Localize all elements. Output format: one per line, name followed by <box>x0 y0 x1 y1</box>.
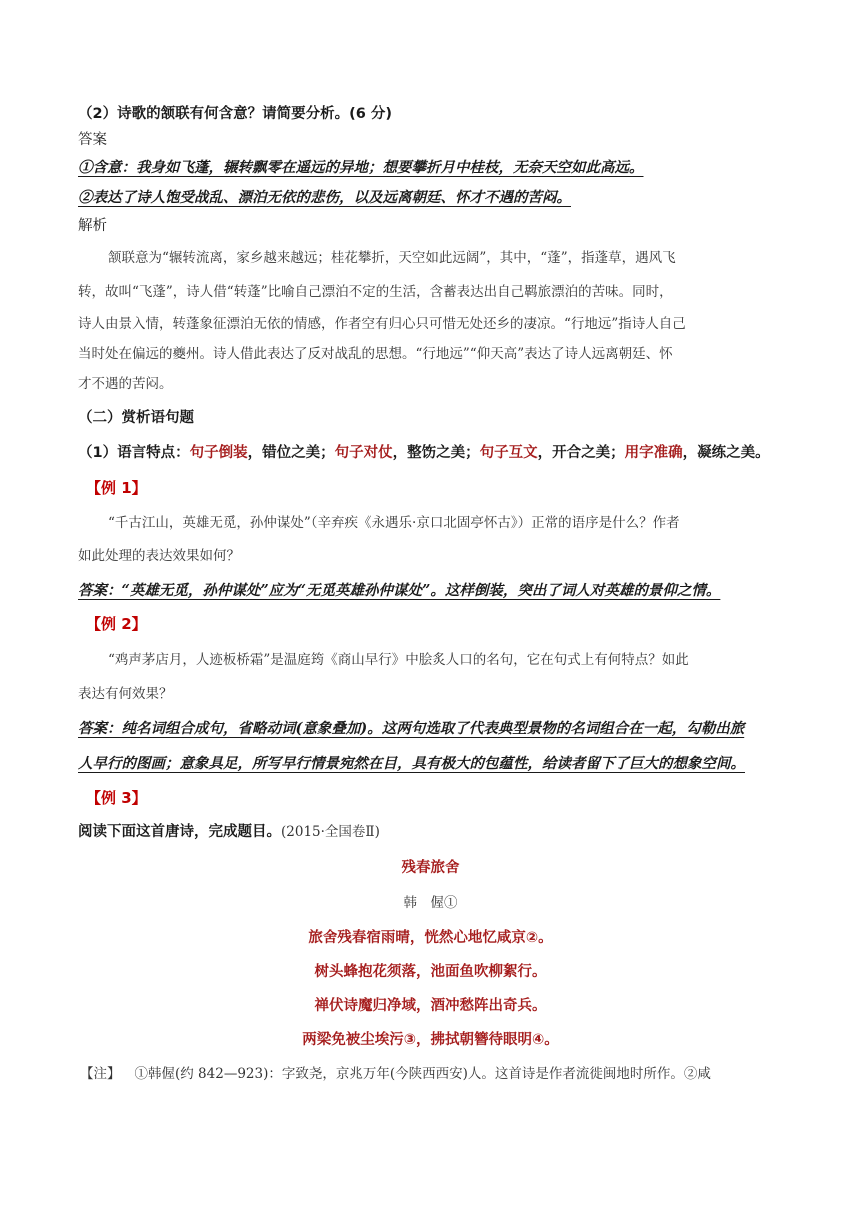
analysis-label: 解析 <box>78 218 107 234</box>
footnote-label: 【注】 <box>80 1066 121 1082</box>
feature-inversion: 句子倒装 <box>189 445 248 461</box>
example-3-source: (2015·全国卷Ⅱ) <box>281 824 380 840</box>
poem-line: 树头蜂抱花须落，池面鱼吹柳絮行。 <box>314 964 547 980</box>
analysis-line: 当时处在偏远的夔州。诗人借此表达了反对战乱的思想。“行地远”“仰天高”表达了诗人远离朝廷、怀 <box>78 346 673 362</box>
poem-title: 残春旅舍 <box>401 860 460 876</box>
example-2-label: 【例 2】 <box>86 615 147 633</box>
example-2-answer: 答案：纯名词组合成句，省略动词(意象叠加)。这两句选取了代表典型景物的名词组合在一起，勾勒出旅 <box>78 720 745 737</box>
analysis-line: 颔联意为“辗转流离，家乡越来越远；桂花攀折，天空如此远阔”，其中，“蓬”，指蓬草，遇风飞 <box>108 250 676 266</box>
example-2-question: “鸡声茅店月，人迹板桥霜”是温庭筠《商山早行》中脍炙人口的名句，它在句式上有何特点？如此 <box>108 652 689 668</box>
example-3-intro <box>78 822 801 842</box>
example-3-intro-text: 阅读下面这首唐诗，完成题目。 <box>78 824 281 840</box>
answer-1: ①含意：我身如飞蓬，辗转飘零在遥远的异地；想要攀折月中桂枝，无奈天空如此高远。 <box>78 159 644 176</box>
section-title: （二）赏析语句题 <box>78 410 194 426</box>
example-2-question-cont: 表达有何效果？ <box>78 686 173 702</box>
feature-prefix: （1）语言特点： <box>78 445 190 461</box>
question-2: （2）诗歌的颔联有何含意？请简要分析。(6 分) <box>78 106 392 122</box>
language-features <box>78 443 801 463</box>
poem-line: 两梁免被尘埃污③，拂拭朝簪待眼明④。 <box>302 1032 559 1048</box>
answer-label: 答案 <box>78 132 107 148</box>
poem-author: 韩 偓① <box>403 895 458 911</box>
feature-word-choice: 用字准确 <box>624 445 683 461</box>
feature-inversion-effect: ，错位之美； <box>247 445 335 461</box>
example-1-question: “千古江山，英雄无觅，孙仲谋处”（辛弃疾《永遇乐·京口北固亭怀古》）正常的语序是什么？作者 <box>108 515 680 531</box>
footnote-text: ①韩偓(约 842—923)：字致尧，京兆万年(今陕西西安)人。这首诗是作者流徙闽地时所作。②咸 <box>134 1066 711 1082</box>
poem-line: 旅舍残春宿雨晴，恍然心地忆咸京②。 <box>308 930 553 946</box>
footnote <box>80 1064 821 1084</box>
example-1-question-cont: 如此处理的表达效果如何？ <box>78 548 240 564</box>
feature-word-choice-effect: ，凝练之美。 <box>682 445 770 461</box>
example-1-answer: 答案：“英雄无觅，孙仲谋处”应为“无觅英雄孙仲谋处”。这样倒装，突出了词人对英雄的景仰之情。 <box>78 582 721 599</box>
feature-intertext-effect: ，开合之美； <box>537 445 625 461</box>
answer-2: ②表达了诗人饱受战乱、漂泊无依的悲伤，以及远离朝廷、怀才不遇的苦闷。 <box>78 189 571 206</box>
feature-intertext: 句子互文 <box>479 445 538 461</box>
poem-line: 禅伏诗魔归净域，酒冲愁阵出奇兵。 <box>314 998 547 1014</box>
example-1-label: 【例 1】 <box>86 479 147 497</box>
analysis-line: 转，故叫“飞蓬”，诗人借“转蓬”比喻自己漂泊不定的生活，含蓄表达出自己羁旅漂泊的苦味。同时， <box>78 284 673 300</box>
example-2-answer-cont: 人早行的图画；意象具足，所写早行情景宛然在目，具有极大的包蕴性，给读者留下了巨大的想象空间。 <box>78 755 745 772</box>
feature-antithesis: 句子对仗 <box>334 445 393 461</box>
analysis-line: 诗人由景入情，转蓬象征漂泊无依的情感，作者空有归心只可惜无处还乡的凄凉。“行地远”指诗人自己 <box>78 316 686 332</box>
analysis-line: 才不遇的苦闷。 <box>78 376 173 392</box>
feature-antithesis-effect: ，整饬之美； <box>392 445 480 461</box>
example-3-label: 【例 3】 <box>86 789 147 807</box>
